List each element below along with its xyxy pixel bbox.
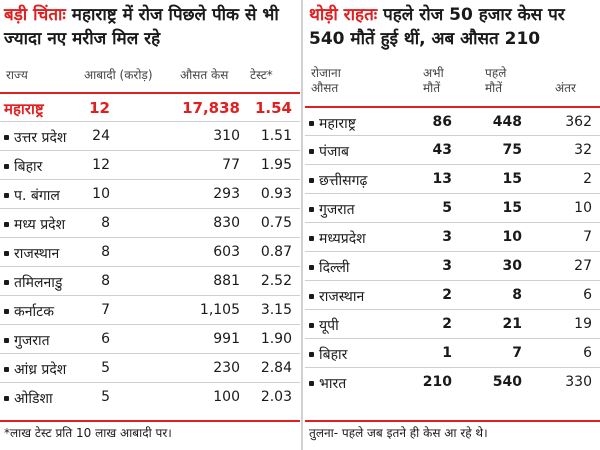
cell-tests: 3.15 xyxy=(260,302,292,318)
table-row xyxy=(305,193,600,222)
cell-deaths-now: 86 xyxy=(432,114,452,130)
cell-state: पंजाब xyxy=(319,144,349,160)
cell-cases: 991 xyxy=(213,331,240,347)
bullet-icon xyxy=(309,178,314,183)
cell-population: 10 xyxy=(92,186,110,202)
cell-cases: 310 xyxy=(213,128,240,144)
table-row xyxy=(305,280,600,309)
cell-difference: 2 xyxy=(583,171,592,187)
cell-deaths-before: 8 xyxy=(512,287,522,303)
bullet-icon xyxy=(309,121,314,126)
cell-tests: 0.87 xyxy=(260,244,292,260)
table-row xyxy=(0,353,300,382)
cell-state: राजस्थान xyxy=(14,246,60,262)
left-column-headers xyxy=(0,62,300,92)
col-avg-cases: औसत केस xyxy=(180,68,229,82)
col-daily-avg-line2: औसत xyxy=(311,81,339,95)
cell-difference: 6 xyxy=(583,287,592,303)
panel-divider xyxy=(301,0,303,450)
col-deaths-before-line2: मौतें xyxy=(485,81,503,95)
cell-deaths-before: 7 xyxy=(512,345,522,361)
cell-deaths-before: 30 xyxy=(502,258,522,274)
cell-population: 5 xyxy=(101,389,110,405)
bullet-icon xyxy=(309,265,314,270)
cell-state: ओडिशा xyxy=(14,391,53,407)
bullet-icon xyxy=(4,164,9,169)
cell-state: महाराष्ट्र xyxy=(4,100,44,118)
bullet-icon xyxy=(4,396,9,401)
cell-deaths-before: 10 xyxy=(502,229,522,245)
cell-deaths-before: 15 xyxy=(502,171,522,187)
cell-deaths-now: 2 xyxy=(442,316,452,332)
table-row xyxy=(0,92,300,121)
cell-population: 12 xyxy=(92,157,110,173)
table-row xyxy=(305,222,600,251)
left-footnote: *लाख टेस्ट प्रति 10 लाख आबादी पर। xyxy=(4,426,172,440)
bullet-icon xyxy=(309,352,314,357)
cell-deaths-before: 448 xyxy=(492,114,522,130)
bullet-icon xyxy=(309,381,314,386)
table-row xyxy=(305,338,600,367)
cell-state: महाराष्ट्र xyxy=(319,116,356,132)
bullet-icon xyxy=(309,149,314,154)
cell-population: 6 xyxy=(101,331,110,347)
left-bottom-rule xyxy=(0,420,300,422)
cell-state: मध्यप्रदेश xyxy=(319,231,366,247)
cell-deaths-before: 15 xyxy=(502,200,522,216)
right-footnote: तुलना- पहले जब इतने ही केस आ रहे थे। xyxy=(309,426,488,440)
col-deaths-now-line1: अभी xyxy=(423,66,444,80)
cell-cases: 77 xyxy=(222,157,240,173)
cell-difference: 19 xyxy=(574,316,592,332)
cell-tests: 0.75 xyxy=(260,215,292,231)
cell-state: मध्य प्रदेश xyxy=(14,217,66,233)
table-row xyxy=(305,251,600,280)
cell-deaths-now: 5 xyxy=(442,200,452,216)
col-tests: टेस्ट* xyxy=(250,68,273,82)
cell-state: भारत xyxy=(319,376,347,392)
bullet-icon xyxy=(309,323,314,328)
cell-difference: 362 xyxy=(565,114,592,130)
table-row xyxy=(305,106,600,135)
table-row xyxy=(0,208,300,237)
bullet-icon xyxy=(4,193,9,198)
col-state: राज्य xyxy=(6,68,28,82)
cell-state: राजस्थान xyxy=(319,289,365,305)
cell-state: दिल्ली xyxy=(319,260,350,276)
table-row xyxy=(305,164,600,193)
cell-state: आंध्र प्रदेश xyxy=(14,362,67,378)
cell-cases: 881 xyxy=(213,273,240,289)
cell-tests: 2.84 xyxy=(260,360,292,376)
cell-cases: 293 xyxy=(213,186,240,202)
cell-tests: 1.54 xyxy=(254,99,292,117)
cell-state: कर्नाटक xyxy=(14,304,54,320)
cell-population: 24 xyxy=(92,128,110,144)
col-deaths-before xyxy=(485,66,506,96)
cell-deaths-now: 210 xyxy=(422,374,452,390)
cell-population: 7 xyxy=(101,302,110,318)
cell-state: छत्तीसगढ़ xyxy=(319,173,368,189)
cell-state: बिहार xyxy=(14,159,43,175)
right-headline xyxy=(305,0,600,62)
cell-cases: 17,838 xyxy=(182,99,240,117)
bullet-icon xyxy=(309,236,314,241)
cell-deaths-before: 21 xyxy=(502,316,522,332)
cell-deaths-now: 2 xyxy=(442,287,452,303)
cell-difference: 27 xyxy=(574,258,592,274)
table-row xyxy=(0,266,300,295)
table-row xyxy=(0,295,300,324)
cell-cases: 603 xyxy=(213,244,240,260)
left-headline-label: बड़ी चिंताः xyxy=(4,5,66,25)
cell-tests: 1.90 xyxy=(260,331,292,347)
cell-deaths-now: 13 xyxy=(432,171,452,187)
cell-population: 8 xyxy=(101,273,110,289)
table-row xyxy=(0,179,300,208)
col-difference xyxy=(555,66,576,96)
cell-population: 8 xyxy=(101,215,110,231)
cell-state: तमिलनाडु xyxy=(14,275,63,291)
cell-difference: 32 xyxy=(574,142,592,158)
bullet-icon xyxy=(309,294,314,299)
cell-cases: 1,105 xyxy=(199,302,240,318)
right-headline-text: पहले रोज 50 हजार केस पर 540 मौतें हुई थीं, अब औसत 210 xyxy=(309,5,565,49)
cell-deaths-now: 43 xyxy=(432,142,452,158)
cell-population: 5 xyxy=(101,360,110,376)
cell-difference: 10 xyxy=(574,200,592,216)
cell-deaths-now: 3 xyxy=(442,229,452,245)
cell-difference: 6 xyxy=(583,345,592,361)
table-row xyxy=(305,367,600,396)
col-daily-avg-line1: रोजाना xyxy=(311,66,341,80)
table-row xyxy=(0,121,300,150)
cell-deaths-now: 3 xyxy=(442,258,452,274)
bullet-icon xyxy=(4,135,9,140)
bullet-icon xyxy=(309,207,314,212)
cell-cases: 830 xyxy=(213,215,240,231)
col-deaths-now-line2: मौतें xyxy=(423,81,441,95)
col-deaths-before-line1: पहले xyxy=(485,66,507,80)
cell-deaths-now: 1 xyxy=(442,345,452,361)
table-row xyxy=(0,382,300,411)
bullet-icon xyxy=(4,338,9,343)
cell-state: उत्तर प्रदेश xyxy=(14,130,67,146)
cell-difference: 330 xyxy=(565,374,592,390)
cell-state: गुजरात xyxy=(319,202,355,218)
right-bottom-rule xyxy=(305,420,600,422)
bullet-icon xyxy=(4,222,9,227)
cell-cases: 100 xyxy=(213,389,240,405)
cell-deaths-before: 540 xyxy=(492,374,522,390)
cell-state: प. बंगाल xyxy=(14,188,60,204)
table-row xyxy=(305,135,600,164)
left-headline-text: महाराष्ट्र में रोज पिछले पीक से भी ज्यादा नए मरीज मिल रहे xyxy=(4,5,279,49)
cell-population: 8 xyxy=(101,244,110,260)
cell-state: गुजरात xyxy=(14,333,50,349)
table-row xyxy=(0,237,300,266)
cell-deaths-before: 75 xyxy=(502,142,522,158)
right-headline-label: थोड़ी राहतः xyxy=(309,5,378,25)
cell-population: 12 xyxy=(89,99,110,117)
cell-difference: 7 xyxy=(583,229,592,245)
cell-state: बिहार xyxy=(319,347,348,363)
table-row xyxy=(0,324,300,353)
cell-tests: 2.03 xyxy=(260,389,292,405)
right-panel-some-relief xyxy=(305,0,600,450)
col-difference-line2: अंतर xyxy=(555,81,576,95)
table-row xyxy=(0,150,300,179)
bullet-icon xyxy=(4,367,9,372)
cell-tests: 1.51 xyxy=(260,128,292,144)
bullet-icon xyxy=(4,280,9,285)
cell-tests: 2.52 xyxy=(260,273,292,289)
cell-cases: 230 xyxy=(213,360,240,376)
bullet-icon xyxy=(4,251,9,256)
bullet-icon xyxy=(4,309,9,314)
cell-state: यूपी xyxy=(319,318,339,334)
table-row xyxy=(305,309,600,338)
cell-tests: 1.95 xyxy=(260,157,292,173)
col-population: आबादी (करोड़) xyxy=(84,68,153,82)
left-headline xyxy=(0,0,300,62)
right-column-headers xyxy=(305,62,600,106)
col-deaths-now xyxy=(423,66,444,96)
col-daily-avg xyxy=(311,66,341,96)
right-table xyxy=(305,106,600,396)
left-table xyxy=(0,92,300,411)
cell-tests: 0.93 xyxy=(260,186,292,202)
